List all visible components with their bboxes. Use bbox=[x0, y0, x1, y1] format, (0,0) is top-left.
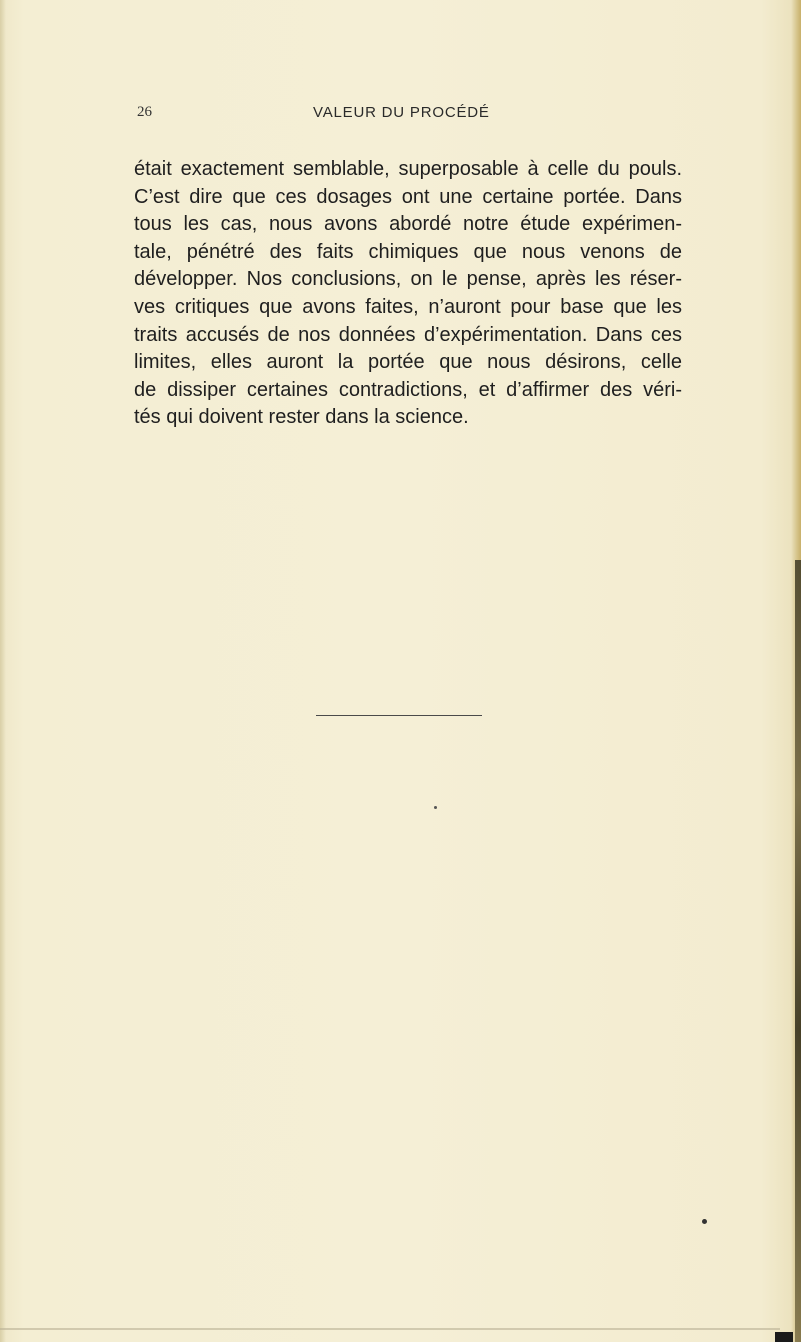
body-paragraph bbox=[134, 156, 682, 432]
text-line: développer. Nos conclusions, on le pense, après les réser- bbox=[134, 268, 682, 291]
page-left-edge-shadow bbox=[0, 0, 6, 1342]
paper-speck bbox=[702, 1219, 707, 1224]
text-line: ves critiques que avons faites, n’auront pour base que les bbox=[134, 295, 682, 318]
running-title: VALEUR DU PROCÉDÉ bbox=[313, 104, 490, 121]
text-line: de dissiper certaines contradictions, et d’affirmer des véri- bbox=[134, 378, 682, 401]
text-line: tous les cas, nous avons abordé notre étude expérimen- bbox=[134, 213, 682, 236]
running-header bbox=[137, 104, 677, 128]
page-bottom-edge bbox=[0, 1328, 780, 1330]
section-separator-rule bbox=[316, 715, 482, 716]
text-line: tale, pénétré des faits chimiques que nous venons de bbox=[134, 240, 682, 263]
paper-speck bbox=[434, 806, 437, 809]
page-binding-edge bbox=[795, 560, 801, 1342]
text-line: C’est dire que ces dosages ont une certaine portée. Dans bbox=[134, 185, 682, 208]
text-line: tés qui doivent rester dans la science. bbox=[134, 406, 469, 429]
text-line: était exactement semblable, superposable à celle du pouls. bbox=[134, 158, 682, 180]
page-number: 26 bbox=[137, 104, 152, 120]
text-line: limites, elles auront la portée que nous désirons, celle bbox=[134, 351, 682, 374]
scan-corner-mark bbox=[775, 1332, 793, 1342]
text-line: traits accusés de nos données d’expérimentation. Dans ces bbox=[134, 323, 682, 346]
